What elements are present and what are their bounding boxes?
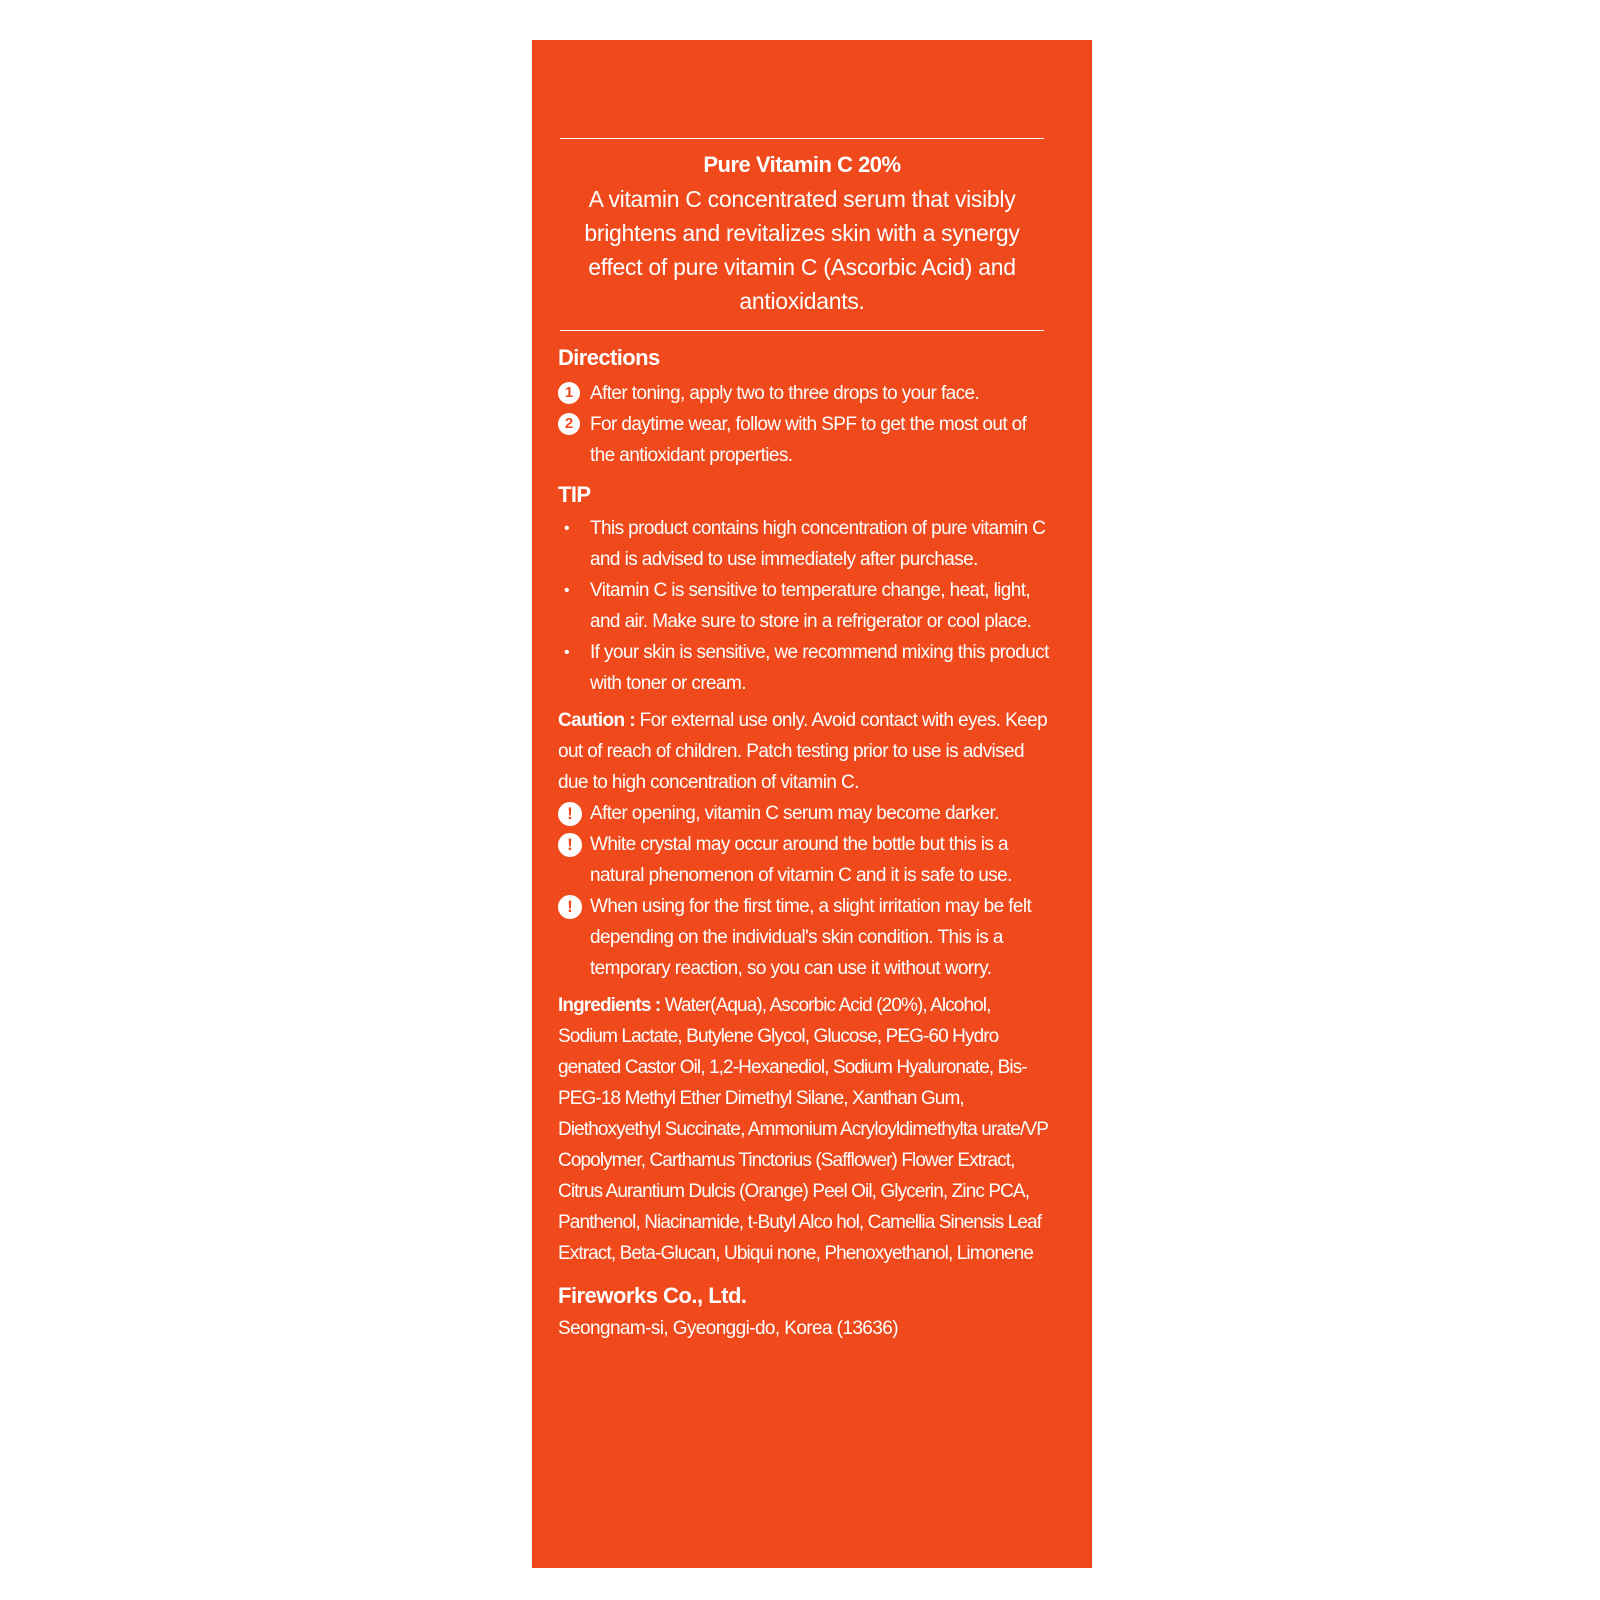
tip-list	[558, 513, 1050, 699]
direction-step	[558, 409, 1050, 471]
company-name: Fireworks Co., Ltd.	[558, 1283, 747, 1308]
warning-item	[558, 829, 1050, 891]
number-2-icon: 2	[558, 413, 580, 435]
tip-item	[558, 637, 1050, 699]
company-address: Seongnam-si, Gyeonggi-do, Korea (13636)	[558, 1318, 898, 1339]
warning-item	[558, 891, 1050, 984]
tip-text: Vitamin C is sensitive to temperature change, heat, light, and air. Make sure to store in a refrigerator or cool place.	[590, 580, 1032, 632]
directions-heading: Directions	[558, 345, 660, 370]
product-title: Pure Vitamin C 20%	[703, 152, 901, 177]
warning-item	[558, 798, 1050, 829]
intro-section	[560, 148, 1044, 318]
warning-text: When using for the first time, a slight irritation may be felt depending on the individual's skin condition. This is a temporary reaction, so you can use it without worry.	[590, 896, 1032, 979]
ingredients-label: Ingredients :	[558, 995, 661, 1016]
bullet-icon: •	[564, 582, 570, 599]
tip-item	[558, 575, 1050, 637]
bullet-icon: •	[564, 520, 570, 537]
warning-text: White crystal may occur around the bottle but this is a natural phenomenon of vitamin C and it is safe to use.	[590, 834, 1012, 886]
direction-text: For daytime wear, follow with SPF to get the most out of the antioxidant properties.	[590, 414, 1027, 466]
ingredients-text: Water(Aqua), Ascorbic Acid (20%), Alcohol, Sodium Lactate, Butylene Glycol, Glucose, PEG-60 Hydro genated Castor Oil, 1,2-Hexanediol, Sodium Hyaluronate, Bis-PEG-18 Methyl Ether Dimethyl Silane, Xanthan Gum, Diethoxyethyl Succinate, Ammonium Acryloyldimethylta urate/VP Copolymer, Carthamus Tinctorius (Safflower) Flower Extract, Citrus Aurantium Dulcis (Orange) Peel Oil, Glycerin, Zinc PCA, Panthenol, Niacinamide, t-Butyl Alco hol, Camellia Sinensis Leaf Extract, Beta-Glucan, Ubiqui none, Phenoxyethanol, Limonene	[558, 995, 1048, 1264]
product-box-panel	[532, 40, 1092, 1568]
caution-text: For external use only. Avoid contact with eyes. Keep out of reach of children. Patch testing prior to use is advised due to high concentration of vitamin C.	[558, 710, 1048, 793]
caution-label: Caution :	[558, 710, 635, 731]
product-description: A vitamin C concentrated serum that visibly brightens and revitalizes skin with a synergy effect of pure vitamin C (Ascorbic Acid) and antioxidants.	[584, 186, 1020, 314]
tip-text: If your skin is sensitive, we recommend mixing this product with toner or cream.	[590, 642, 1049, 694]
tip-item	[558, 513, 1050, 575]
divider-bottom	[560, 330, 1044, 331]
number-1-icon: 1	[558, 382, 580, 404]
direction-text: After toning, apply two to three drops to your face.	[590, 383, 980, 404]
warning-icon: !	[558, 895, 582, 919]
warning-icon: !	[558, 833, 582, 857]
label-content	[558, 340, 1050, 1345]
warning-icon: !	[558, 802, 582, 826]
direction-step	[558, 378, 1050, 409]
divider-top	[560, 138, 1044, 139]
bullet-icon: •	[564, 644, 570, 661]
warning-text: After opening, vitamin C serum may become darker.	[590, 803, 999, 824]
tip-text: This product contains high concentration of pure vitamin C and is advised to use immediately after purchase.	[590, 518, 1046, 570]
ingredients-paragraph	[558, 990, 1050, 1269]
caution-paragraph	[558, 705, 1050, 798]
tip-heading: TIP	[558, 482, 591, 507]
